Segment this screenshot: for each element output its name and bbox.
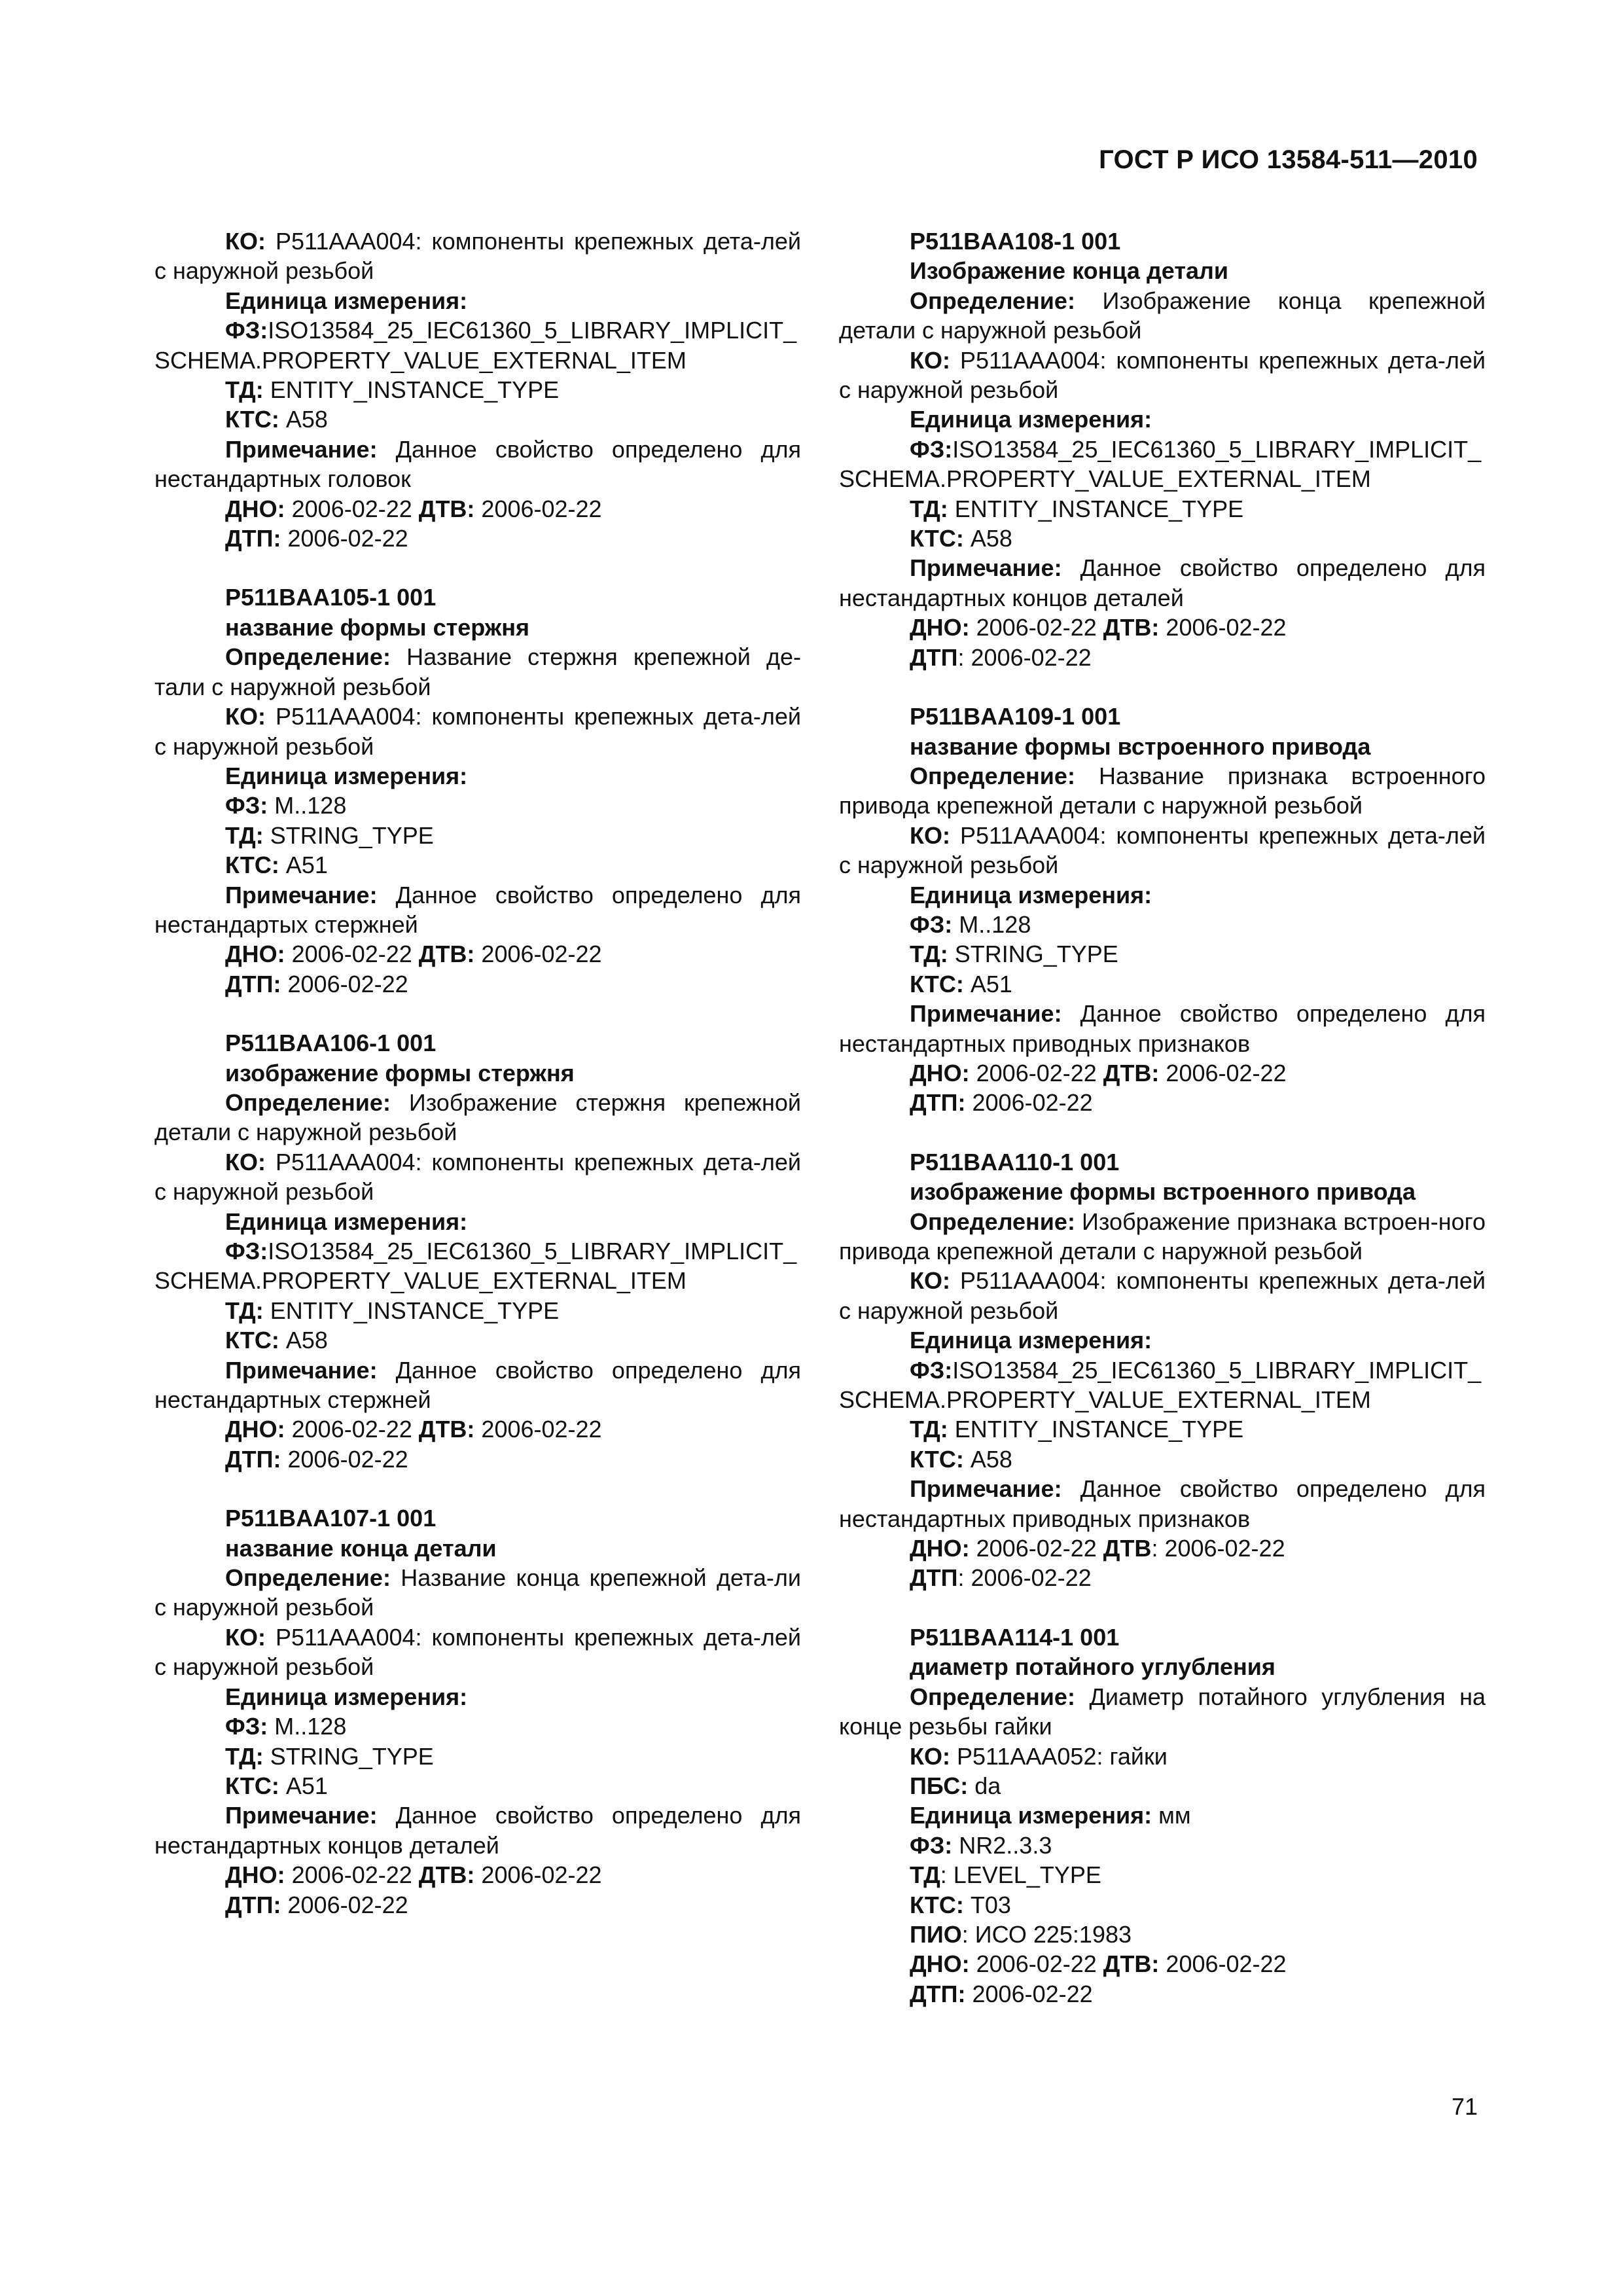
field-value: 2006-02-22 — [965, 1089, 1093, 1117]
field-value: STRING_TYPE — [263, 821, 434, 849]
property-field — [839, 1444, 1486, 1474]
field-value: 2006-02-22 — [281, 525, 408, 552]
property-field — [839, 999, 1486, 1058]
property-field — [839, 1088, 1486, 1117]
field-value: Название стержня крепежной де-тали с наружной резьбой — [154, 643, 801, 700]
field-label: ДТП: — [910, 1089, 966, 1117]
field-value: T03 — [963, 1891, 1011, 1918]
field-label: ДНО: — [910, 1059, 970, 1086]
field-label: Примечание: — [225, 435, 378, 463]
property-field — [839, 1534, 1486, 1563]
field-label: ДТП: — [225, 525, 281, 552]
property-field — [154, 1563, 801, 1623]
field-label: Определение: — [225, 1088, 391, 1116]
property-field — [154, 1147, 801, 1207]
property-field — [839, 910, 1486, 939]
property-field — [839, 821, 1486, 880]
field-value: 2006-02-22 — [969, 1535, 1103, 1562]
property-field — [839, 1742, 1486, 1771]
field-value: 2006-02-22 — [285, 1416, 419, 1443]
property-code: P511BAA109-1 001 — [910, 703, 1121, 730]
property-field — [839, 404, 1486, 434]
field-label: ДНО: — [225, 1861, 285, 1889]
field-value: Данное свойство определено для нестандартных приводных признаков — [839, 1000, 1486, 1057]
field-value: ENTITY_INSTANCE_TYPE — [948, 1416, 1244, 1443]
field-label: КТС: — [910, 1445, 964, 1473]
property-entry — [154, 583, 801, 999]
field-label: Определение: — [910, 1683, 1075, 1710]
field-value: A51 — [963, 970, 1012, 997]
field-label: ДНО: — [225, 495, 285, 522]
field-value: A58 — [279, 406, 328, 433]
right-column — [839, 226, 1486, 2038]
property-code: P511BAA107-1 001 — [225, 1505, 437, 1532]
field-value: : LEVEL_TYPE — [940, 1861, 1101, 1889]
field-label: ТД: — [225, 1742, 264, 1770]
property-field — [154, 1682, 801, 1712]
field-value: A58 — [279, 1327, 328, 1354]
field-value: P511AAA004: компоненты крепежных дета-лей с наружной резьбой — [154, 703, 801, 760]
field-label: ДНО: — [910, 1535, 970, 1562]
property-name: название формы стержня — [225, 613, 530, 641]
property-field — [154, 1236, 801, 1296]
property-field — [154, 850, 801, 880]
field-value: P511AAA004: компоненты крепежных дета-лей с наружной резьбой — [154, 1148, 801, 1206]
field-label: ДТВ: — [418, 1416, 475, 1443]
field-value: Название признака встроенного привода крепежной детали с наружной резьбой — [839, 762, 1486, 819]
field-label: ДТП — [910, 643, 958, 671]
property-name: диаметр потайного углубления — [910, 1653, 1275, 1681]
field-label: КО: — [225, 228, 266, 255]
property-field — [839, 1355, 1486, 1415]
property-field — [839, 1266, 1486, 1325]
field-label: Примечание: — [910, 554, 1062, 582]
field-value: ISO13584_25_IEC61360_5_LIBRARY_IMPLICIT_SCHEMA.PROPERTY_VALUE_EXTERNAL_ITEM — [154, 317, 797, 374]
field-value: M..128 — [952, 910, 1031, 938]
field-value: Название конца крепежной дета-ли с наружной резьбой — [154, 1564, 801, 1621]
field-label: ДТВ: — [1103, 614, 1160, 641]
field-label: КТС: — [225, 852, 279, 879]
property-field — [154, 1742, 801, 1771]
property-field — [154, 1207, 801, 1236]
field-value: ISO13584_25_IEC61360_5_LIBRARY_IMPLICIT_SCHEMA.PROPERTY_VALUE_EXTERNAL_ITEM — [839, 435, 1482, 493]
field-value: STRING_TYPE — [948, 941, 1118, 968]
field-label: Единица измерения: — [225, 287, 468, 314]
field-value: NR2..3.3 — [952, 1831, 1052, 1859]
field-label: ДТП: — [225, 970, 281, 997]
field-label: ФЗ: — [225, 792, 268, 819]
property-field — [154, 969, 801, 999]
property-field — [839, 1860, 1486, 1890]
field-label: Примечание: — [910, 1000, 1062, 1028]
field-label: Единица измерения: — [910, 406, 1152, 433]
property-field — [839, 1979, 1486, 2009]
property-entry — [154, 1503, 801, 1920]
property-field — [154, 404, 801, 434]
property-field — [154, 1414, 801, 1444]
property-field — [839, 1771, 1486, 1801]
field-label: Определение: — [910, 287, 1075, 314]
field-value: : 2006-02-22 — [957, 643, 1092, 671]
field-label: Единица измерения: — [225, 1683, 468, 1710]
field-value: 2006-02-22 — [281, 1445, 408, 1473]
property-name: название формы встроенного привода — [910, 732, 1371, 760]
field-label: ТД: — [225, 376, 264, 404]
field-value: Изображение конца крепежной детали с наружной резьбой — [839, 287, 1486, 344]
property-field — [839, 553, 1486, 613]
property-field — [839, 1949, 1486, 1979]
field-label: ДТВ — [1103, 1535, 1152, 1562]
field-label: КТС: — [910, 1891, 964, 1918]
field-value: 2006-02-22 — [1159, 1950, 1287, 1978]
property-field — [839, 613, 1486, 642]
property-field — [839, 1920, 1486, 1949]
property-field — [839, 1325, 1486, 1355]
property-field — [154, 1088, 801, 1147]
field-value: : 2006-02-22 — [957, 1564, 1092, 1592]
field-value: A51 — [279, 852, 328, 879]
property-field — [839, 939, 1486, 969]
field-value: P511AAA052: гайки — [950, 1742, 1168, 1770]
property-field — [154, 1860, 801, 1890]
field-label: КТС: — [910, 525, 964, 552]
field-value: Диаметр потайного углубления на конце резьбы гайки — [839, 1683, 1486, 1740]
property-field — [154, 435, 801, 494]
field-value: 2006-02-22 — [281, 970, 408, 997]
property-field — [839, 494, 1486, 524]
field-label: КО: — [910, 346, 950, 374]
field-value: ENTITY_INSTANCE_TYPE — [948, 495, 1244, 522]
field-label: Примечание: — [225, 1356, 378, 1384]
property-field — [154, 880, 801, 940]
property-field — [839, 1890, 1486, 1920]
property-field — [839, 1207, 1486, 1266]
property-field — [839, 1801, 1486, 1830]
field-label: КО: — [225, 1623, 266, 1651]
field-label: ДНО: — [225, 941, 285, 968]
property-field — [154, 821, 801, 850]
property-field — [154, 315, 801, 375]
field-value: 2006-02-22 — [965, 1980, 1093, 2007]
property-field — [154, 1771, 801, 1801]
field-value: P511AAA004: компоненты крепежных дета-лей с наружной резьбой — [154, 228, 801, 285]
field-value: 2006-02-22 — [969, 1950, 1103, 1978]
field-value: Данное свойство определено для нестандартных концов деталей — [839, 554, 1486, 611]
field-value: мм — [1152, 1802, 1191, 1829]
field-value: 2006-02-22 — [474, 941, 602, 968]
field-label: ФЗ: — [225, 1713, 268, 1740]
property-field — [839, 880, 1486, 910]
property-field — [154, 1712, 801, 1741]
property-name: название конца детали — [225, 1534, 497, 1562]
field-label: ФЗ: — [910, 1831, 953, 1859]
field-label: ДНО: — [225, 1416, 285, 1443]
property-field — [154, 226, 801, 286]
property-field — [154, 375, 801, 404]
field-value: ISO13584_25_IEC61360_5_LIBRARY_IMPLICIT_SCHEMA.PROPERTY_VALUE_EXTERNAL_ITEM — [839, 1356, 1482, 1414]
property-entry — [839, 226, 1486, 672]
field-label: ДНО: — [910, 1950, 970, 1978]
property-code: P511BAA110-1 001 — [910, 1148, 1120, 1175]
field-value: P511AAA004: компоненты крепежных дета-лей с наружной резьбой — [839, 821, 1486, 879]
property-field — [154, 791, 801, 820]
property-field — [839, 435, 1486, 494]
field-label: ДНО: — [910, 614, 970, 641]
field-label: Единица измерения: — [910, 881, 1152, 908]
property-code: P511BAA114-1 001 — [910, 1623, 1120, 1651]
field-value: 2006-02-22 — [969, 1059, 1103, 1086]
field-label: ДТП: — [225, 1891, 281, 1918]
field-label: Единица измерения: — [225, 1208, 468, 1235]
field-label: ФЗ: — [225, 317, 268, 344]
field-label: КО: — [225, 1148, 266, 1175]
field-value: 2006-02-22 — [474, 1861, 602, 1889]
property-code: P511BAA106-1 001 — [225, 1030, 437, 1057]
property-field — [839, 524, 1486, 553]
property-name: изображение формы стержня — [225, 1059, 575, 1086]
field-label: ДТВ: — [418, 495, 475, 522]
field-value: A58 — [963, 525, 1012, 552]
property-field — [154, 702, 801, 761]
property-field — [154, 761, 801, 791]
field-value: ENTITY_INSTANCE_TYPE — [263, 1297, 560, 1324]
property-field — [154, 1296, 801, 1325]
field-value: 2006-02-22 — [281, 1891, 408, 1918]
property-entry — [839, 1623, 1486, 2009]
field-label: ТД: — [910, 495, 948, 522]
property-field — [154, 286, 801, 315]
field-value: A58 — [963, 1445, 1012, 1473]
field-label: КТС: — [225, 406, 279, 433]
property-field — [839, 1831, 1486, 1860]
property-field — [154, 939, 801, 969]
field-value: Изображение стержня крепежной детали с наружной резьбой — [154, 1088, 801, 1146]
property-field — [839, 1682, 1486, 1742]
field-label: ПБС: — [910, 1772, 969, 1799]
field-value: 2006-02-22 — [474, 495, 602, 522]
field-label: ДТП: — [225, 1445, 281, 1473]
field-value: : 2006-02-22 — [1151, 1535, 1285, 1562]
document-header: ГОСТ Р ИСО 13584-511—2010 — [1099, 145, 1478, 174]
field-label: ТД: — [910, 1416, 948, 1443]
field-label: Определение: — [910, 762, 1075, 789]
field-value: A51 — [279, 1772, 328, 1799]
property-field — [154, 1801, 801, 1860]
field-label: Примечание: — [910, 1475, 1062, 1503]
field-label: ДТП: — [910, 1980, 966, 2007]
field-value: Данное свойство определено для нестандартых стержней — [154, 881, 801, 938]
field-label: ДТВ: — [1103, 1059, 1160, 1086]
field-label: Определение: — [225, 643, 391, 671]
field-label: КТС: — [225, 1772, 279, 1799]
field-value: STRING_TYPE — [263, 1742, 434, 1770]
property-field — [154, 1623, 801, 1682]
field-label: ТД — [910, 1861, 940, 1889]
field-label: КО: — [225, 703, 266, 730]
property-field — [839, 346, 1486, 405]
field-label: Примечание: — [225, 881, 378, 908]
field-label: Определение: — [225, 1564, 391, 1592]
field-value: P511AAA004: компоненты крепежных дета-лей с наружной резьбой — [839, 1267, 1486, 1324]
field-label: КТС: — [910, 970, 964, 997]
field-label: ФЗ: — [910, 1356, 953, 1384]
field-label: ФЗ: — [910, 910, 953, 938]
property-field — [839, 761, 1486, 821]
field-value: Изображение признака встроен-ного привода крепежной детали с наружной резьбой — [839, 1208, 1486, 1265]
field-label: ДТП — [910, 1564, 958, 1592]
field-label: ДТВ: — [418, 1861, 475, 1889]
field-label: Определение: — [910, 1208, 1075, 1235]
property-entry — [839, 1147, 1486, 1593]
field-label: ДТВ: — [1103, 1950, 1160, 1978]
property-field — [839, 643, 1486, 672]
field-label: Единица измерения: — [225, 762, 468, 789]
field-label: КО: — [910, 1742, 950, 1770]
property-field — [154, 642, 801, 702]
property-field — [839, 286, 1486, 346]
property-field — [839, 1563, 1486, 1592]
field-value: ISO13584_25_IEC61360_5_LIBRARY_IMPLICIT_SCHEMA.PROPERTY_VALUE_EXTERNAL_ITEM — [154, 1238, 797, 1295]
field-label: ФЗ: — [225, 1238, 268, 1265]
property-entry — [839, 702, 1486, 1118]
property-field — [154, 1355, 801, 1415]
property-field — [839, 1058, 1486, 1088]
property-code: P511BAA105-1 001 — [225, 584, 437, 611]
field-label: КО: — [910, 1267, 950, 1295]
property-field — [154, 524, 801, 553]
property-entry — [154, 226, 801, 553]
field-label: ФЗ: — [910, 435, 953, 463]
property-name: изображение формы встроенного привода — [910, 1178, 1416, 1206]
field-label: ПИО — [910, 1920, 962, 1948]
property-code: P511BAA108-1 001 — [910, 228, 1121, 255]
field-value: 2006-02-22 — [969, 614, 1103, 641]
field-value: 2006-02-22 — [1159, 614, 1287, 641]
field-label: Единица измерения: — [910, 1802, 1152, 1829]
property-field — [839, 1414, 1486, 1444]
page-number: 71 — [1451, 2093, 1478, 2120]
field-value: M..128 — [268, 1713, 347, 1740]
property-field — [154, 1325, 801, 1355]
field-label: ТД: — [225, 821, 264, 849]
property-field — [154, 1890, 801, 1920]
field-value: Данное свойство определено для нестандартных концов деталей — [154, 1802, 801, 1859]
field-value: : ИСО 225:1983 — [961, 1920, 1132, 1948]
field-value: P511AAA004: компоненты крепежных дета-лей с наружной резьбой — [154, 1623, 801, 1681]
field-value: 2006-02-22 — [285, 495, 419, 522]
field-value: 2006-02-22 — [1159, 1059, 1287, 1086]
field-label: ДТВ: — [418, 941, 475, 968]
field-value: P511AAA004: компоненты крепежных дета-лей с наружной резьбой — [839, 346, 1486, 404]
field-label: ТД: — [910, 941, 948, 968]
property-field — [154, 1444, 801, 1474]
left-column — [154, 226, 801, 1949]
property-field — [154, 494, 801, 524]
field-value: da — [968, 1772, 1001, 1799]
field-value: Данное свойство определено для нестандартных головок — [154, 435, 801, 493]
field-value: 2006-02-22 — [474, 1416, 602, 1443]
field-label: Единица измерения: — [910, 1327, 1152, 1354]
field-value: M..128 — [268, 792, 347, 819]
field-value: 2006-02-22 — [285, 941, 419, 968]
field-label: ТД: — [225, 1297, 264, 1324]
field-value: Данное свойство определено для нестандартных приводных признаков — [839, 1475, 1486, 1532]
field-label: Примечание: — [225, 1802, 378, 1829]
property-field — [839, 969, 1486, 999]
field-value: ENTITY_INSTANCE_TYPE — [263, 376, 560, 404]
property-name: Изображение конца детали — [910, 257, 1229, 285]
property-entry — [154, 1028, 801, 1474]
field-value: 2006-02-22 — [285, 1861, 419, 1889]
field-label: КО: — [910, 821, 950, 849]
property-field — [839, 1474, 1486, 1534]
field-value: Данное свойство определено для нестандартных стержней — [154, 1356, 801, 1414]
field-label: КТС: — [225, 1327, 279, 1354]
